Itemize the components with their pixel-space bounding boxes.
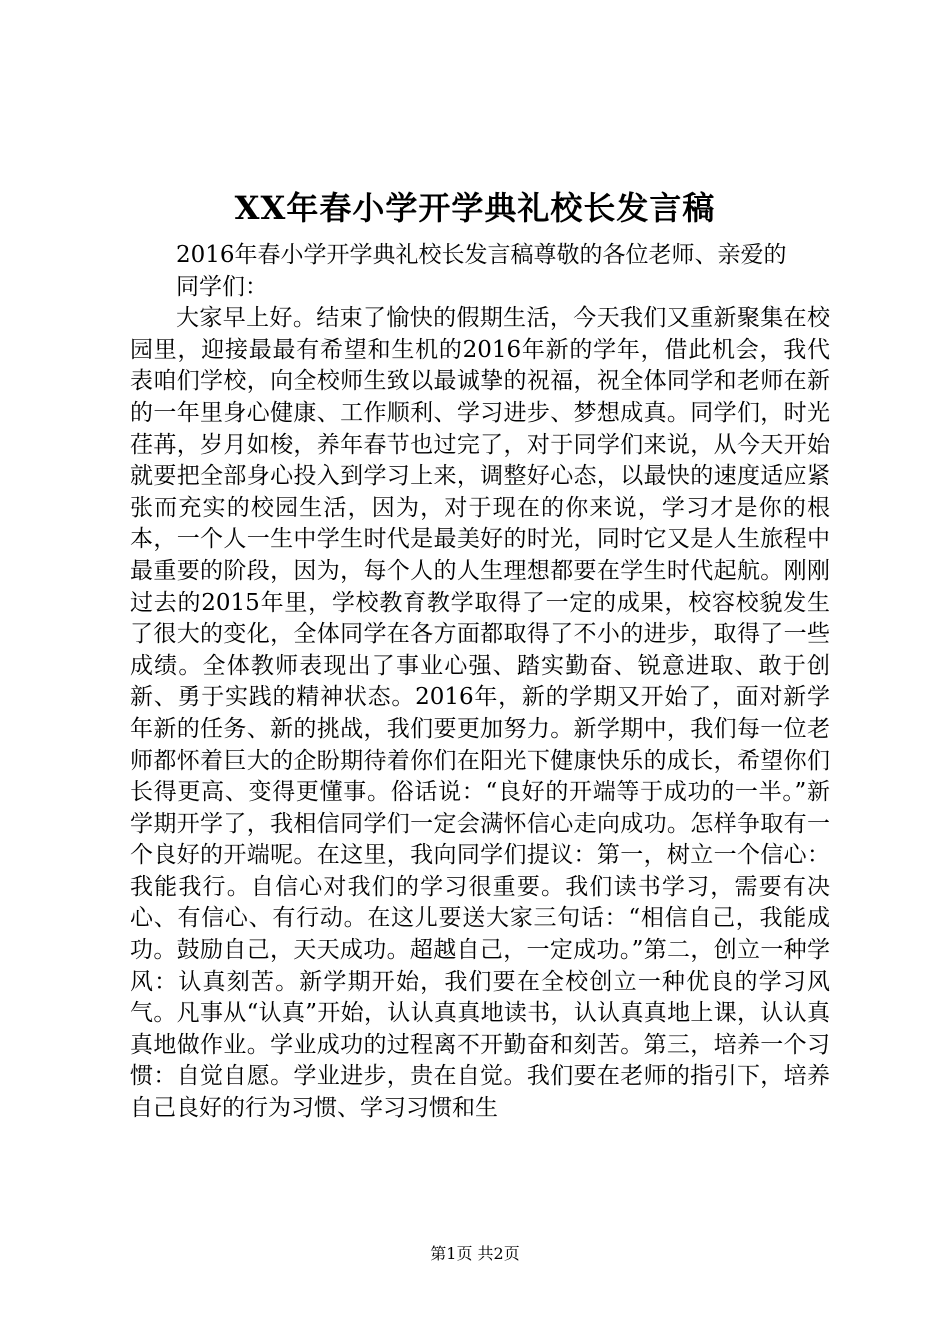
document-title: XX年春小学开学典礼校长发言稿 bbox=[234, 189, 716, 227]
document-body bbox=[130, 240, 830, 1125]
page-number-footer: 第1页 共2页 bbox=[430, 1244, 520, 1263]
paragraph-greeting: 同学们： bbox=[176, 273, 268, 300]
paragraph-main: 大家早上好。结束了愉快的假期生活，今天我们又重新聚集在校园里，迎接最最有希望和生机的2016年新的学年，借此机会，我代表咱们学校，向全校师生致以最诚挚的祝福，祝全体同学和老师在新的一年里身心健康、工作顺利、学习进步、梦想成真。同学们，时光荏苒，岁月如梭，养年春节也过完了，对于同学们来说，从今天开始就要把全部身心投入到学习上来，调整好心态，以最快的速度适应紧张而充实的校园生活，因为，对于现在的你来说，学习才是你的根本，一个人一生中学生时代是最美好的时光，同时它又是人生旅程中最重要的阶段，因为，每个人的人生理想都要在学生时代起航。刚刚过去的2015年里，学校教育教学取得了一定的成果，校容校貌发生了很大的变化，全体同学在各方面都取得了不小的进步，取得了一些成绩。全体教师表现出了事业心强、踏实勤奋、锐意进取、敢于创新、勇于实践的精神状态。2016年，新的学期又开始了，面对新学年新的任务、新的挑战，我们要更加努力。新学期中，我们每一位老师都怀着巨大的企盼期待着你们在阳光下健康快乐的成长，希望你们长得更高、变得更懂事。俗话说：“良好的开端等于成功的一半。”新学期开学了，我相信同学们一定会满怀信心走向成功。怎样争取有一个良好的开端呢。在这里，我向同学们提议：第一，树立一个信心：我能我行。自信心对我们的学习很重要。我们读书学习，需要有决心、有信心、有行动。在这儿要送大家三句话：“相信自己，我能成功。鼓励自己，天天成功。超越自己，一定成功。”第二，创立一种学风：认真刻苦。新学期开始，我们要在全校创立一种优良的学习风气。凡事从“认真”开始，认认真真地读书，认认真真地上课，认认真真地做作业。学业成功的过程离不开勤奋和刻苦。第三，培养一个习惯：自觉自愿。学业进步，贵在自觉。我们要在老师的指引下，培养自己良好的行为习惯、学习习惯和生 bbox=[130, 305, 830, 1122]
paragraph-intro: 2016年春小学开学典礼校长发言稿尊敬的各位老师、亲爱的 bbox=[176, 242, 787, 268]
